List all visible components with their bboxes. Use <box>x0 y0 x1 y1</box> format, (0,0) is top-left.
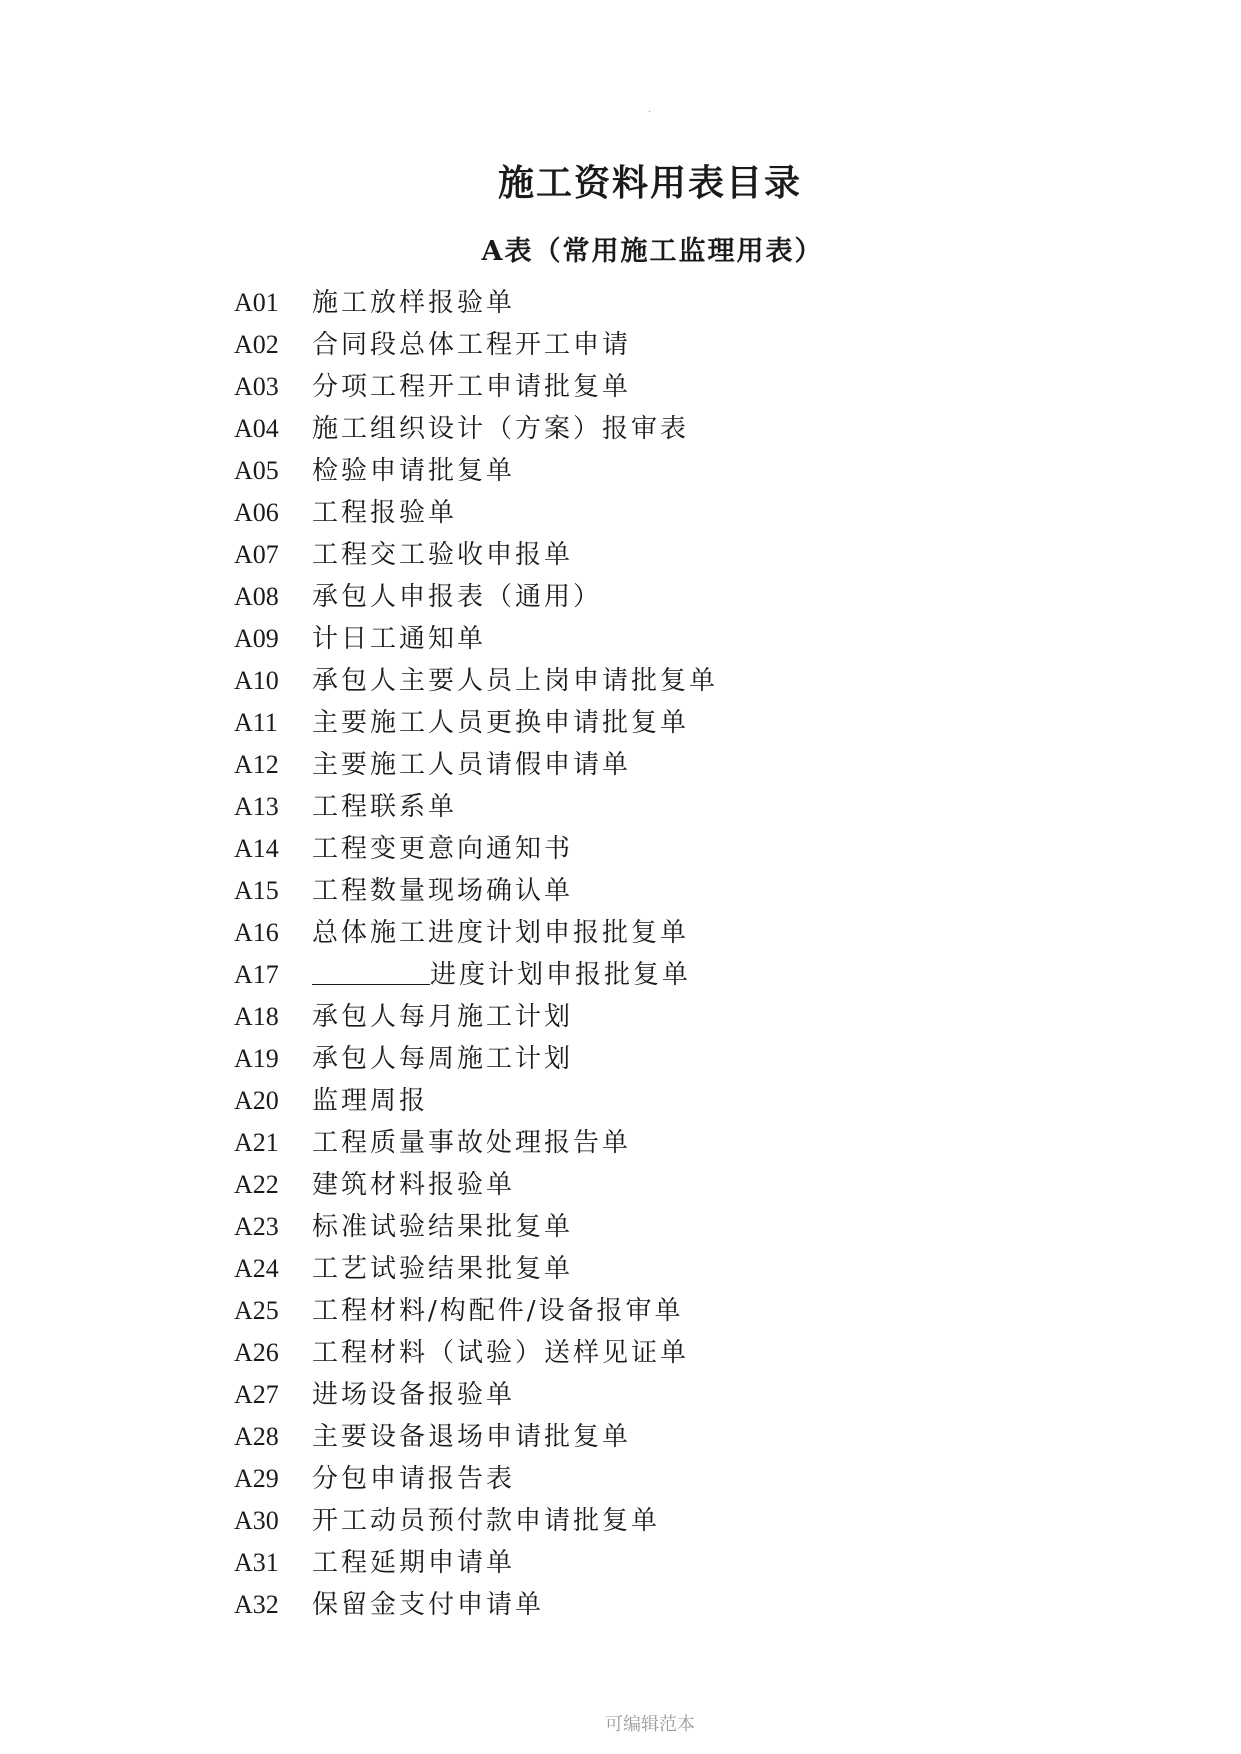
item-name: 工程质量事故处理报告单 <box>312 1128 632 1158</box>
list-item <box>234 954 718 996</box>
item-code: A28 <box>234 1422 279 1451</box>
list-item <box>234 282 718 324</box>
item-name: 进场设备报验单 <box>312 1380 516 1410</box>
list-item <box>234 576 718 618</box>
item-code: A10 <box>234 666 279 695</box>
item-code: A08 <box>234 582 279 611</box>
item-name: 工程材料（试验）送样见证单 <box>312 1338 690 1368</box>
list-item <box>234 786 718 828</box>
item-code: A23 <box>234 1212 279 1241</box>
list-item <box>234 534 718 576</box>
item-name: 分包申请报告表 <box>312 1464 516 1494</box>
item-name: 计日工通知单 <box>312 624 487 654</box>
item-name: 工程交工验收申报单 <box>312 540 574 570</box>
list-item <box>234 324 718 366</box>
list-item <box>234 450 718 492</box>
item-code: A26 <box>234 1338 279 1367</box>
list-item <box>234 1038 718 1080</box>
item-code: A19 <box>234 1044 279 1073</box>
item-code: A09 <box>234 624 279 653</box>
list-item <box>234 1164 718 1206</box>
list-item <box>234 870 718 912</box>
list-item <box>234 912 718 954</box>
section-subtitle: A表（常用施工监理用表） <box>481 236 824 267</box>
header-mark: . <box>648 104 652 115</box>
item-name: 工程变更意向通知书 <box>312 834 574 864</box>
item-code: A12 <box>234 750 279 779</box>
item-code: A05 <box>234 456 279 485</box>
item-code: A11 <box>234 708 278 737</box>
item-name: 主要施工人员更换申请批复单 <box>312 708 690 738</box>
item-name: 承包人申报表（通用） <box>312 582 603 612</box>
item-name: 工程延期申请单 <box>312 1548 516 1578</box>
item-code: A06 <box>234 498 279 527</box>
item-code: A16 <box>234 918 279 947</box>
list-item <box>234 492 718 534</box>
item-code: A22 <box>234 1170 279 1199</box>
list-item <box>234 996 718 1038</box>
item-name: 工艺试验结果批复单 <box>312 1254 574 1284</box>
list-item <box>234 1542 718 1584</box>
item-name: 承包人主要人员上岗申请批复单 <box>312 666 719 696</box>
item-name: 施工放样报验单 <box>312 288 516 318</box>
item-code: A20 <box>234 1086 279 1115</box>
item-name: 主要设备退场申请批复单 <box>312 1422 632 1452</box>
item-name: 工程联系单 <box>312 792 458 822</box>
list-item <box>234 1122 718 1164</box>
item-name: 建筑材料报验单 <box>312 1170 516 1200</box>
item-name: 合同段总体工程开工申请 <box>312 330 632 360</box>
item-name: 主要施工人员请假申请单 <box>312 750 632 780</box>
item-name: 承包人每周施工计划 <box>312 1044 574 1074</box>
item-code: A27 <box>234 1380 279 1409</box>
item-name: 进度计划申报批复单 <box>430 960 692 990</box>
item-name: 施工组织设计（方案）报审表 <box>312 414 690 444</box>
item-code: A29 <box>234 1464 279 1493</box>
list-item <box>234 1416 718 1458</box>
item-name: 总体施工进度计划申报批复单 <box>312 918 690 948</box>
footer-text: 可编辑范本 <box>605 1714 695 1735</box>
list-item <box>234 702 718 744</box>
list-item <box>234 366 718 408</box>
item-name: 承包人每月施工计划 <box>312 1002 574 1032</box>
item-name: 分项工程开工申请批复单 <box>312 372 632 402</box>
item-code: A32 <box>234 1590 279 1619</box>
item-code: A25 <box>234 1296 279 1325</box>
list-item <box>234 660 718 702</box>
item-name: 监理周报 <box>312 1086 429 1116</box>
list-item <box>234 1290 718 1332</box>
item-code: A14 <box>234 834 279 863</box>
item-code: A02 <box>234 330 279 359</box>
item-code: A31 <box>234 1548 279 1577</box>
item-code: A04 <box>234 414 279 443</box>
item-code: A07 <box>234 540 279 569</box>
list-item <box>234 744 718 786</box>
fill-in-blank <box>312 954 430 985</box>
list-item <box>234 618 718 660</box>
item-code: A03 <box>234 372 279 401</box>
item-code: A01 <box>234 288 279 317</box>
item-code: A17 <box>234 960 279 989</box>
item-name: 工程报验单 <box>312 498 458 528</box>
item-name: 标准试验结果批复单 <box>312 1212 574 1242</box>
list-item <box>234 828 718 870</box>
item-name: 工程数量现场确认单 <box>312 876 574 906</box>
item-code: A24 <box>234 1254 279 1283</box>
item-name: 开工动员预付款申请批复单 <box>312 1506 661 1536</box>
item-name: 工程材料/构配件/设备报审单 <box>312 1296 684 1326</box>
item-code: A18 <box>234 1002 279 1031</box>
item-code: A15 <box>234 876 279 905</box>
item-code: A13 <box>234 792 279 821</box>
list-item <box>234 1584 718 1626</box>
item-code: A30 <box>234 1506 279 1535</box>
list-item <box>234 1500 718 1542</box>
list-item <box>234 1248 718 1290</box>
form-list <box>234 282 718 1626</box>
list-item <box>234 408 718 450</box>
list-item <box>234 1458 718 1500</box>
list-item <box>234 1374 718 1416</box>
item-code: A21 <box>234 1128 279 1157</box>
page-title: 施工资料用表目录 <box>497 162 802 204</box>
list-item <box>234 1332 718 1374</box>
list-item <box>234 1080 718 1122</box>
item-name: 检验申请批复单 <box>312 456 516 486</box>
item-name: 保留金支付申请单 <box>312 1590 545 1620</box>
list-item <box>234 1206 718 1248</box>
